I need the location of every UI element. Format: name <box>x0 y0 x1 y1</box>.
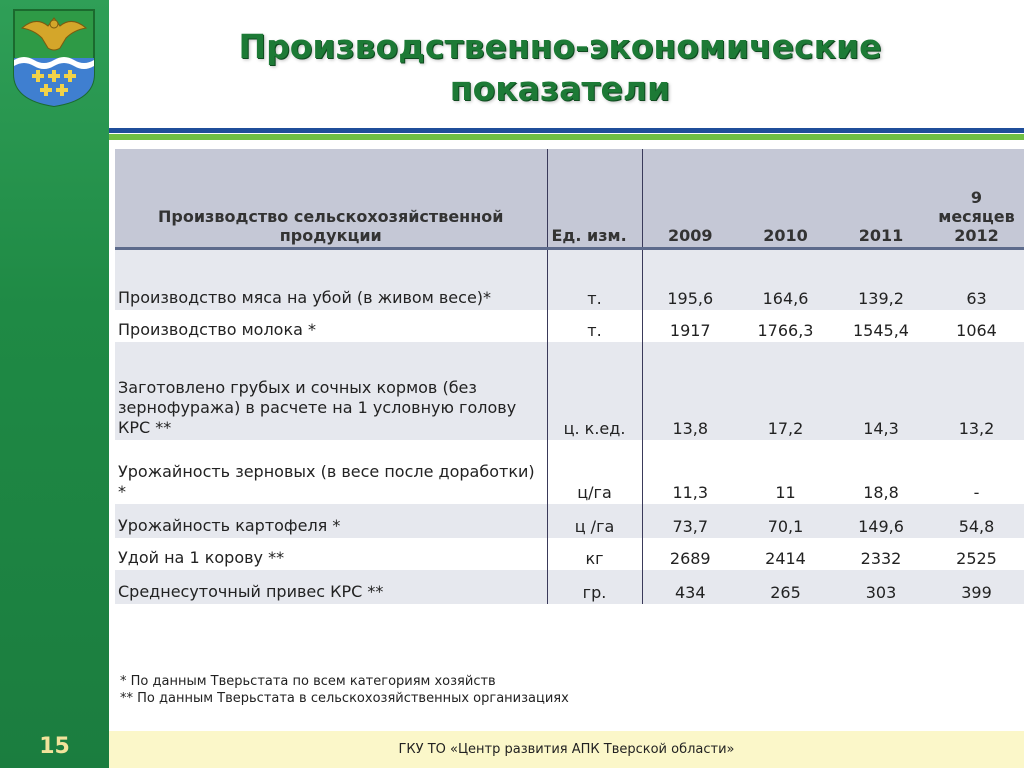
row-value-2010: 1766,3 <box>738 310 833 342</box>
header-last-line3: 2012 <box>954 226 999 245</box>
sidebar <box>0 0 109 768</box>
row-name: Заготовлено грубых и сочных кормов (без зернофуража) в расчете на 1 условную голову КРС ** <box>115 342 547 440</box>
row-value-2012: 13,2 <box>929 342 1024 440</box>
row-unit: т. <box>547 310 642 342</box>
table-row <box>115 538 1024 570</box>
row-value-2012: 1064 <box>929 310 1024 342</box>
header-last-line1: 9 <box>970 188 983 207</box>
row-unit: кг <box>547 538 642 570</box>
row-value-2012: - <box>929 440 1024 504</box>
row-value-2009: 2689 <box>642 538 738 570</box>
row-name: Производство молока * <box>115 310 547 342</box>
row-value-2010: 2414 <box>738 538 833 570</box>
table-row <box>115 310 1024 342</box>
header-year-2010: 2010 <box>738 149 833 249</box>
row-value-2011: 14,3 <box>833 342 929 440</box>
page-title-line1: Производственно-экономические <box>238 27 882 66</box>
row-value-2009: 1917 <box>642 310 738 342</box>
footnote-2: ** По данным Тверьстата в сельскохозяйственных организациях <box>120 691 569 706</box>
table-row <box>115 440 1024 504</box>
page-title <box>150 26 970 110</box>
row-name: Урожайность зерновых (в весе после доработки) * <box>115 440 547 504</box>
header-9-months-2012 <box>929 149 1024 249</box>
row-value-2009: 434 <box>642 570 738 604</box>
row-value-2011: 139,2 <box>833 249 929 311</box>
row-value-2010: 265 <box>738 570 833 604</box>
footnotes <box>120 673 569 707</box>
row-value-2012: 2525 <box>929 538 1024 570</box>
row-value-2010: 164,6 <box>738 249 833 311</box>
row-value-2009: 195,6 <box>642 249 738 311</box>
row-unit: ц/га <box>547 440 642 504</box>
row-unit: ц. к.ед. <box>547 342 642 440</box>
table-header-row <box>115 149 1024 249</box>
row-value-2009: 13,8 <box>642 342 738 440</box>
row-unit: т. <box>547 249 642 311</box>
row-value-2011: 303 <box>833 570 929 604</box>
table-row <box>115 504 1024 538</box>
indicators-table <box>115 149 1024 604</box>
row-unit: ц /га <box>547 504 642 538</box>
page-title-line2: показатели <box>449 69 671 108</box>
table-row <box>115 570 1024 604</box>
header-unit: Ед. изм. <box>547 149 642 249</box>
row-value-2011: 2332 <box>833 538 929 570</box>
header-last-line2: месяцев <box>938 207 1015 226</box>
row-value-2010: 70,1 <box>738 504 833 538</box>
page-number: 15 <box>39 734 70 759</box>
coat-of-arms-icon <box>12 8 96 108</box>
row-name: Производство мяса на убой (в живом весе)* <box>115 249 547 311</box>
row-value-2010: 11 <box>738 440 833 504</box>
row-value-2012: 63 <box>929 249 1024 311</box>
header-divider-blue <box>109 128 1024 133</box>
table-row <box>115 342 1024 440</box>
row-name: Урожайность картофеля * <box>115 504 547 538</box>
header-product: Производство сельскохозяйственной продукции <box>115 149 547 249</box>
row-value-2011: 1545,4 <box>833 310 929 342</box>
row-value-2009: 73,7 <box>642 504 738 538</box>
row-value-2009: 11,3 <box>642 440 738 504</box>
row-value-2012: 54,8 <box>929 504 1024 538</box>
header-year-2011: 2011 <box>833 149 929 249</box>
row-name: Удой на 1 корову ** <box>115 538 547 570</box>
row-unit: гр. <box>547 570 642 604</box>
row-value-2012: 399 <box>929 570 1024 604</box>
header-year-2009: 2009 <box>642 149 738 249</box>
header-divider-green <box>109 134 1024 140</box>
row-value-2011: 18,8 <box>833 440 929 504</box>
row-name: Среднесуточный привес КРС ** <box>115 570 547 604</box>
row-value-2011: 149,6 <box>833 504 929 538</box>
row-value-2010: 17,2 <box>738 342 833 440</box>
footnote-1: * По данным Тверьстата по всем категориям хозяйств <box>120 674 496 689</box>
footer-organization: ГКУ ТО «Центр развития АПК Тверской области» <box>109 731 1024 768</box>
table-row <box>115 249 1024 311</box>
